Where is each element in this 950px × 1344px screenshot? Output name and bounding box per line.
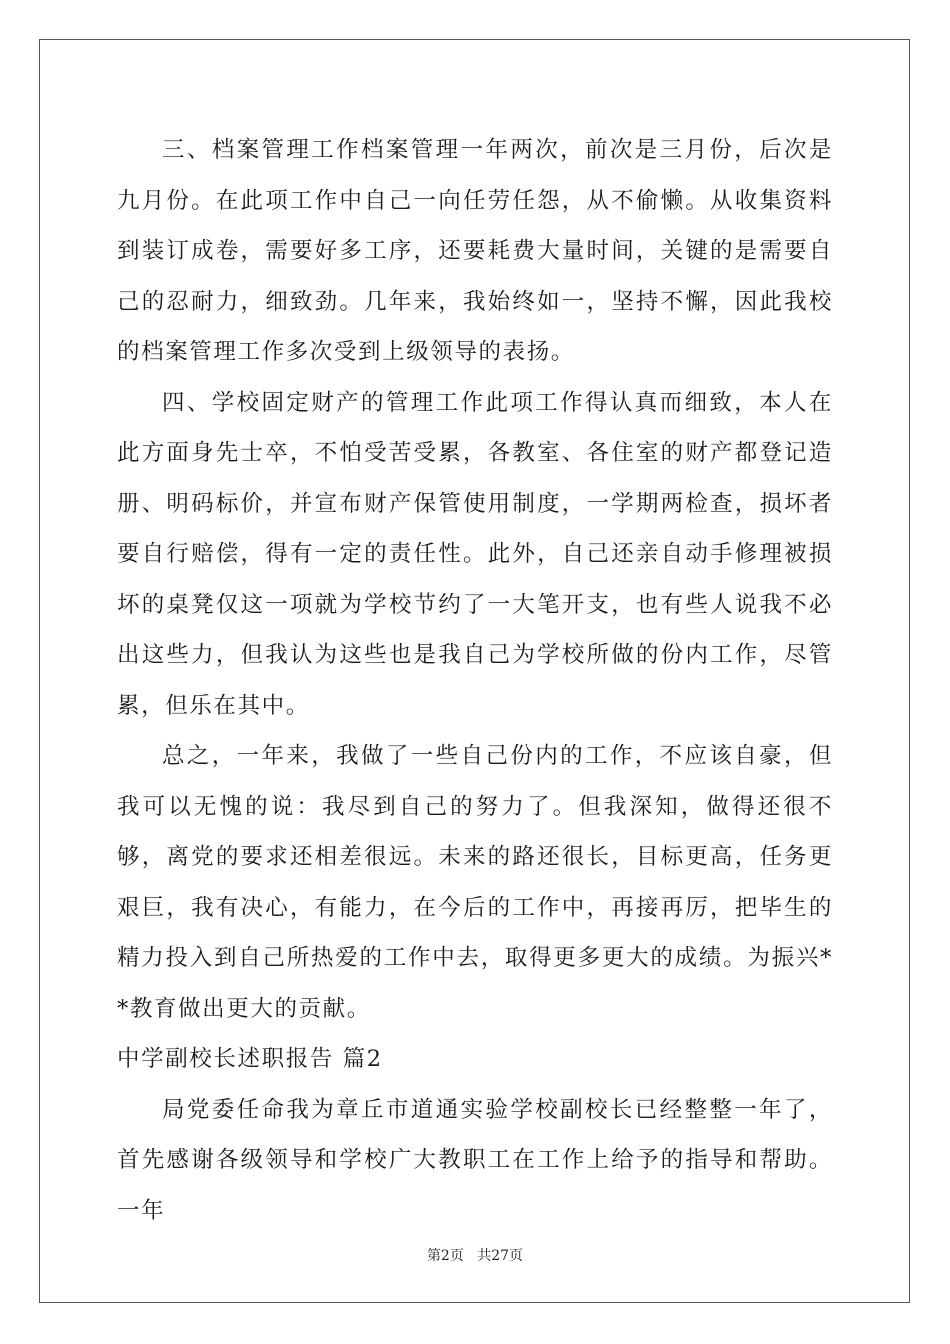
paragraph-fixed-assets: 四、学校固定财产的管理工作此项工作得认真而细致，本人在此方面身先士卒，不怕受苦受累，各教室、各住室的财产都登记造册、明码标价，并宣布财产保管使用制度，一学期两检查，损坏者要自行赔偿，得有一定的责任性。此外，自己还亲自动手修理被损坏的桌凳仅这一项就为学校节约了一大笔开支，也有些人说我不必出这些力，但我认为这些也是我自己为学校所做的份内工作，尽管累，但乐在其中。: [117, 389, 833, 719]
page-footer: [0, 1246, 950, 1266]
paragraph-section-intro: 局党委任命我为章丘市道通实验学校副校长已经整整一年了，首先感谢各级领导和学校广大教职工在工作上给予的指导和帮助。一年: [117, 1096, 833, 1224]
page-number: 第2页: [426, 1248, 464, 1264]
page-total: 共27页: [477, 1248, 524, 1264]
paragraph-summary: 总之，一年来，我做了一些自己份内的工作，不应该自豪，但我可以无愧的说：我尽到自己的努力了。但我深知，做得还很不够，离党的要求还相差很远。未来的路还很长，目标更高，任务更艰巨，我有决心，有能力，在今后的工作中，再接再厉，把毕生的精力投入到自己所热爱的工作中去，取得更多更大的成绩。为振兴**教育做出更大的贡献。: [117, 743, 833, 1022]
paragraph-archive-management: 三、档案管理工作档案管理一年两次，前次是三月份，后次是九月份。在此项工作中自己一向任劳任怨，从不偷懒。从收集资料到装订成卷，需要好多工序，还要耗费大量时间，关键的是需要自己的忍耐力，细致劲。几年来，我始终如一，坚持不懈，因此我校的档案管理工作多次受到上级领导的表扬。: [117, 137, 833, 365]
section-heading: 中学副校长述职报告 篇2: [117, 1046, 383, 1072]
document-body: [117, 125, 833, 1236]
